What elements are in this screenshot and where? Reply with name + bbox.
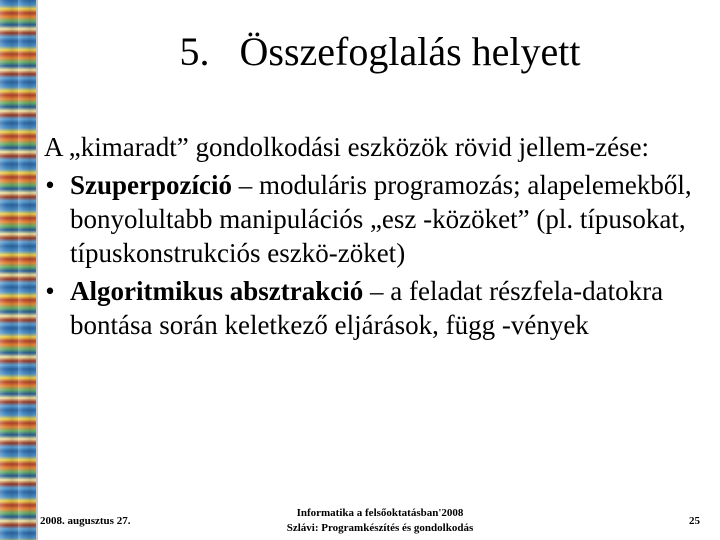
bullet-item-algorithmic-abstraction (44, 274, 704, 342)
page-number: 25 (689, 515, 700, 527)
bullet-marker: • (45, 276, 55, 306)
footer-center-line1: Informatika a felsőoktatásban'2008 (296, 507, 464, 519)
bullet-description: – moduláris programozás; alapelemekből, bonyolultabb manipulációs „esz -közöket” (pl. típusokat, típuskonstrukciós eszkö-zöket) (70, 170, 692, 268)
slide-body (44, 130, 704, 346)
footer-date: 2008. augusztus 27. (40, 515, 131, 527)
intro-text: A „kimaradt” gondolkodási eszközök rövid jellem-zése: (44, 132, 650, 162)
bullet-marker: • (45, 170, 55, 200)
footer-center (250, 506, 510, 536)
bullet-term: Szuperpozíció (70, 170, 232, 200)
bullet-term: Algoritmikus absztrakció (70, 276, 364, 306)
footer-center-line2: Szlávi: Programkészítés és gondolkodás (286, 522, 474, 534)
bullet-description: – a feladat részfela-datokra bontása során keletkező eljárások, függ -vények (70, 276, 664, 340)
decorative-side-strip (0, 0, 36, 540)
slide-title (60, 28, 700, 76)
side-strip-border (36, 0, 38, 540)
bullet-item-superposition (44, 168, 704, 270)
title-text: Összefoglalás helyett (239, 29, 581, 74)
title-number: 5. (179, 29, 210, 74)
